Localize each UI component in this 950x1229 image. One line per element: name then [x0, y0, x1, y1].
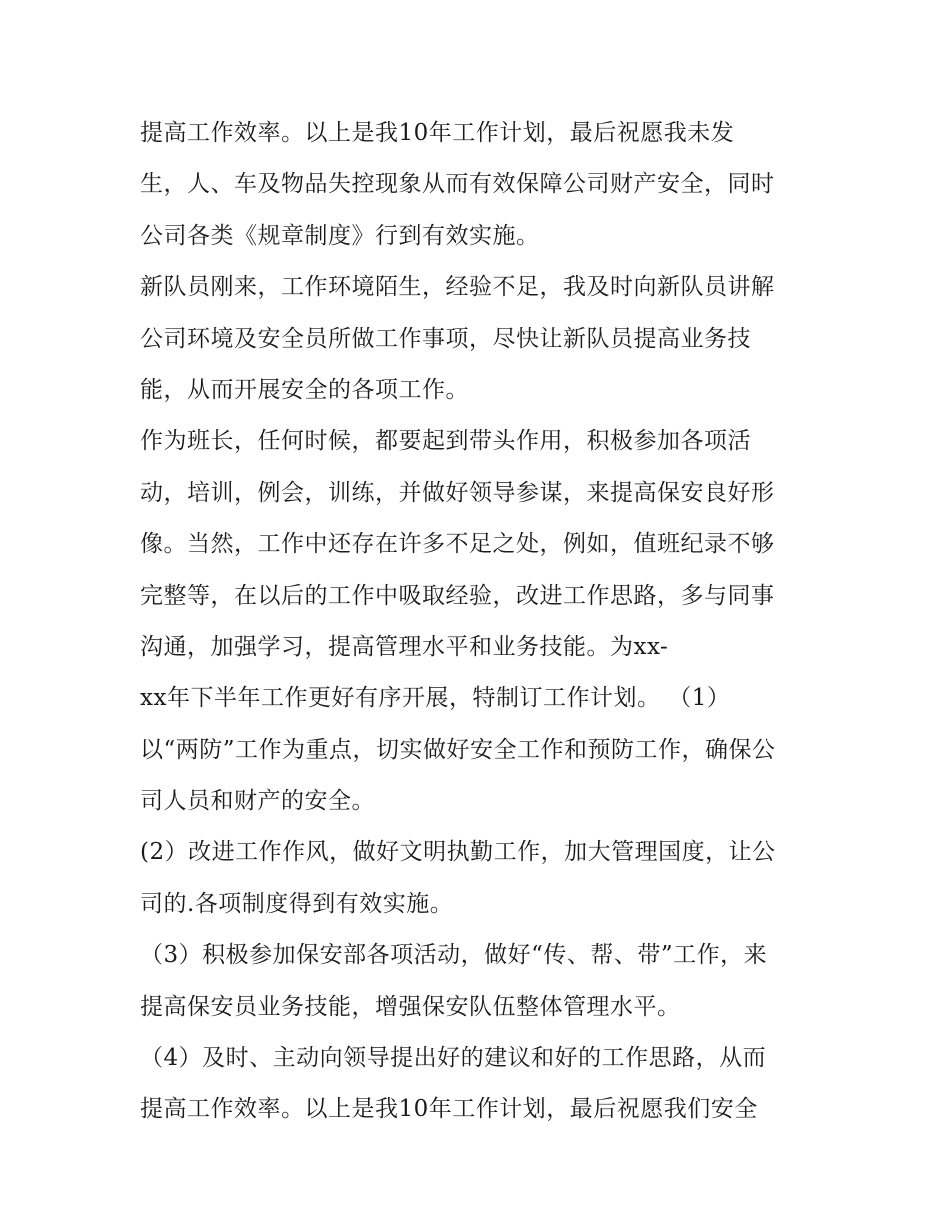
- text-line: 新队员刚来，工作环境陌生，经验不足，我及时向新队员讲解: [140, 274, 775, 301]
- text-line: 以“两防”工作为重点，切实做好安全工作和预防工作，确保公: [140, 736, 776, 763]
- text-line: （4）及时、主动向领导提出好的建议和好的工作思路，从而: [140, 1045, 767, 1072]
- text-line: (2）改进工作作风，做好文明执勤工作，加大管理国度，让公: [140, 839, 776, 866]
- text-line: 提高保安员业务技能，增强保安队伍整体管理水平。: [140, 993, 681, 1020]
- body-text: [140, 108, 830, 1136]
- text-line: 动，培训，例会，训练，并做好领导参谋，来提高保安良好形: [140, 479, 775, 506]
- text-line: xx年下半年工作更好有序开展，特制订工作计划。 （1）: [140, 685, 731, 712]
- text-line: 沟通，加强学习，提高管理水平和业务技能。为xx-: [140, 633, 669, 660]
- text-line: 公司环境及安全员所做工作事项，尽快让新队员提高业务技: [140, 325, 751, 352]
- text-line: 公司各类《规章制度》行到有效实施。: [140, 222, 540, 249]
- text-line: 司人员和财产的安全。: [140, 788, 375, 815]
- text-line: 像。当然，工作中还存在许多不足之处，例如，值班纪录不够: [140, 531, 775, 558]
- text-line: 完整等，在以后的工作中吸取经验，改进工作思路，多与同事: [140, 582, 775, 609]
- text-line: 提高工作效率。以上是我10年工作计划，最后祝愿我未发: [140, 120, 735, 146]
- text-line: 司的.各项制度得到有效实施。: [140, 890, 454, 917]
- text-line: 能，从而开展安全的各项工作。: [140, 376, 469, 403]
- text-line: （3）积极参加保安部各项活动，做好“传、帮、带”工作，来: [140, 942, 768, 969]
- text-line: 提高工作效率。以上是我10年工作计划，最后祝愿我们安全: [140, 1096, 758, 1123]
- text-line: 作为班长，任何时候，都要起到带头作用，积极参加各项活: [140, 428, 751, 455]
- text-line: 生，人、车及物品失控现象从而有效保障公司财产安全，同时: [140, 171, 775, 198]
